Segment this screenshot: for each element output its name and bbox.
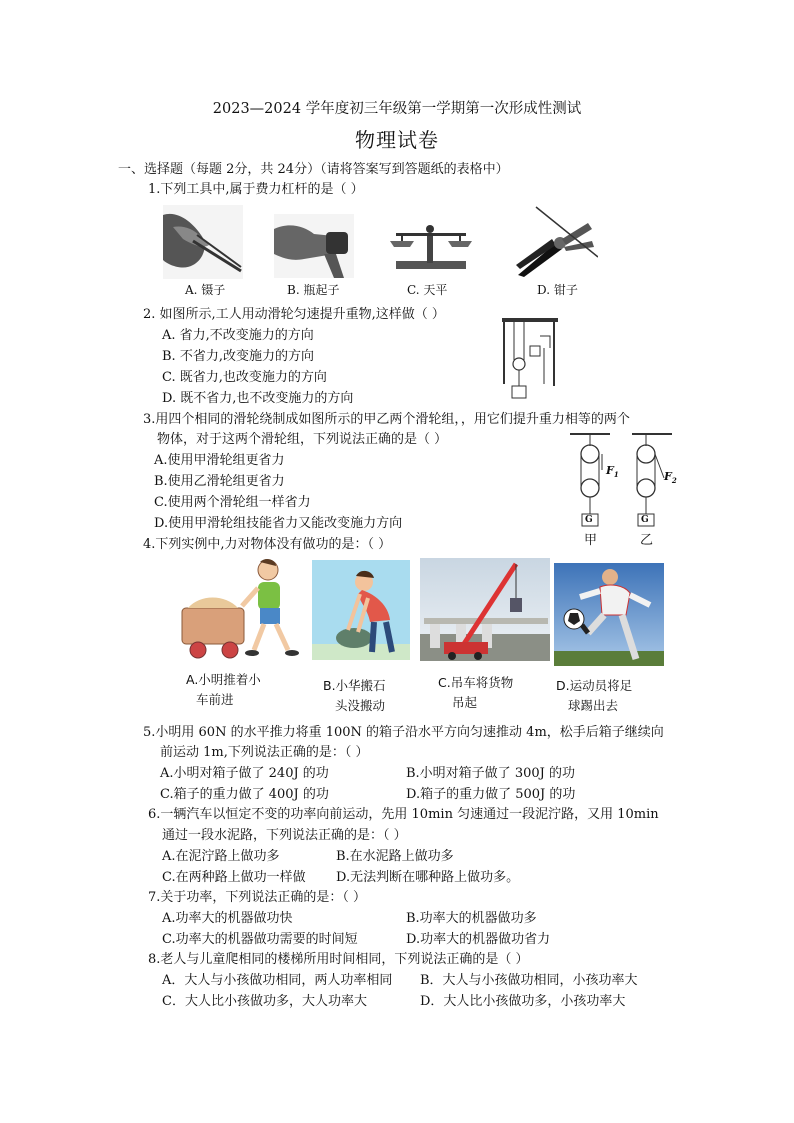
q5-option-a: A.小明对箱子做了 240J 的功 — [160, 766, 329, 781]
question-5-stem-line2: 前运动 1m,下列说法正确的是：（ ） — [160, 745, 369, 760]
crane-lifting-cargo-image — [420, 558, 550, 661]
question-8-stem: 8.老人与儿童爬相同的楼梯所用时间相同，下列说法正确的是（ ） — [148, 952, 529, 967]
boy-pushing-cart-image — [180, 558, 310, 660]
q1-option-b: B. 瓶起子 — [287, 283, 340, 297]
question-3-stem-line1: 3.用四个相同的滑轮绕制成如图所示的甲乙两个滑轮组，，用它们提升重力相等的两个 — [143, 412, 630, 427]
q2-option-b: B. 不省力,改变施力的方向 — [162, 349, 314, 364]
q1-option-a: A. 镊子 — [185, 283, 226, 297]
weight-g-label-yi: G — [641, 515, 649, 525]
q8-option-c: C．大人比小孩做功多，大人功率大 — [162, 994, 367, 1009]
q8-option-a: A．大人与小孩做功相同，两人功率相同 — [162, 973, 393, 988]
q6-option-c: C.在两种路上做功一样做 — [162, 870, 306, 885]
q3-option-c: C.使用两个滑轮组一样省力 — [154, 495, 311, 510]
q3-option-b: B.使用乙滑轮组更省力 — [154, 474, 285, 489]
tweezers-image — [163, 205, 243, 279]
pliers-image — [516, 205, 598, 277]
q7-option-c: C.功率大的机器做功需要的时间短 — [162, 932, 358, 947]
q6-option-d: D.无法判断在哪种路上做功多。 — [336, 870, 520, 885]
question-3-stem-line2: 物体，对于这两个滑轮组，下列说法正确的是（ ） — [157, 432, 448, 447]
q2-option-d: D. 既不省力,也不改变施力的方向 — [162, 391, 354, 406]
group-label-yi: 乙 — [640, 533, 654, 548]
player-kicking-ball-image — [554, 563, 664, 666]
balance-scale-image — [388, 219, 474, 273]
q2-option-a: A. 省力,不改变施力的方向 — [162, 328, 314, 343]
q3-option-d: D.使用甲滑轮组技能省力又能改变施力方向 — [154, 516, 403, 531]
question-7-stem: 7.关于功率，下列说法正确的是：（ ） — [148, 890, 367, 905]
q2-option-c: C. 既省力,也改变施力的方向 — [162, 370, 327, 385]
q7-option-d: D.功率大的机器做功省力 — [406, 932, 551, 947]
movable-pulley-figure — [500, 316, 560, 408]
girl-lifting-stone-image — [312, 560, 410, 660]
question-6-stem-line2: 通过一段水泥路，下列说法正确的是：（ ） — [162, 828, 407, 843]
exam-subtitle: 物理试卷 — [355, 128, 439, 152]
pulley-groups-figure — [566, 430, 688, 548]
force-f1-label: $F_1$ — [606, 464, 619, 480]
bottle-opener-image — [274, 214, 354, 278]
q3-option-a: A.使用甲滑轮组更省力 — [154, 453, 285, 468]
q8-option-b: B．大人与小孩做功相同，小孩功率大 — [420, 973, 638, 988]
q8-option-d: D．大人比小孩做功多，小孩功率大 — [420, 994, 626, 1009]
weight-g-label-jia: G — [585, 515, 593, 525]
question-6-stem-line1: 6.一辆汽车以恒定不变的功率向前运动，先用 10min 匀速通过一段泥泞路，又用 10min — [148, 807, 659, 822]
q1-option-d: D. 钳子 — [537, 283, 578, 297]
q4-caption-c: C.吊车将货物 吊起 — [438, 675, 514, 710]
question-5-stem-line1: 5.小明用 60N 的水平推力将重 100N 的箱子沿水平方向匀速推动 4m，松手后箱子继续向 — [143, 725, 664, 740]
q4-caption-b: B.小华搬石 头没搬动 — [323, 678, 386, 713]
q5-option-d: D.箱子的重力做了 500J 的功 — [406, 787, 576, 802]
pulley-group-jia — [570, 434, 610, 526]
section-heading: 一、选择题（每题 2分，共 24分）（请将答案写到答题纸的表格中） — [118, 162, 509, 177]
q4-caption-d: D.运动员将足 球踢出去 — [556, 678, 633, 713]
q5-option-c: C.箱子的重力做了 400J 的功 — [160, 787, 329, 802]
question-4-stem: 4.下列实例中,力对物体没有做功的是：（ ） — [143, 537, 392, 552]
question-2-stem: 2. 如图所示,工人用动滑轮匀速提升重物,这样做（ ） — [143, 307, 445, 322]
exam-header-title: 2023—2024 学年度初三年级第一学期第一次形成性测试 — [212, 101, 582, 117]
q7-option-b: B.功率大的机器做功多 — [406, 911, 537, 926]
q6-option-a: A.在泥泞路上做功多 — [162, 849, 280, 864]
q4-caption-a: A.小明推着小 车前进 — [186, 672, 261, 707]
q5-option-b: B.小明对箱子做了 300J 的功 — [406, 766, 575, 781]
q6-option-b: B.在水泥路上做功多 — [336, 849, 454, 864]
group-label-jia: 甲 — [584, 533, 598, 548]
q1-option-c: C. 天平 — [407, 283, 448, 297]
q7-option-a: A.功率大的机器做功快 — [162, 911, 293, 926]
question-1-stem: 1.下列工具中,属于费力杠杆的是（ ） — [148, 182, 364, 197]
force-f2-label: $F_2$ — [664, 470, 677, 486]
